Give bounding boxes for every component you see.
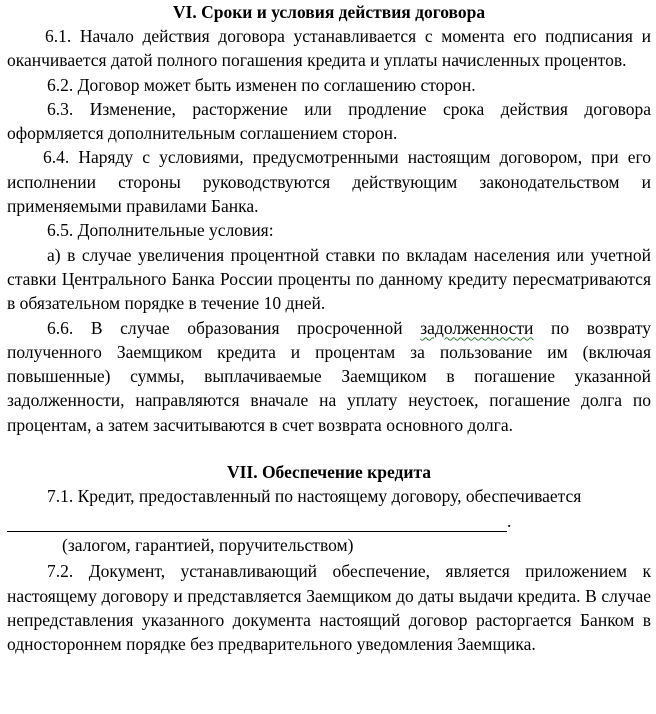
section-6-title: VI. Сроки и условия действия договора bbox=[172, 2, 486, 22]
clause-7-2: 7.2. Документ, устанавливающий обеспечение, является приложением к настоящему договору и представляется Заемщиком до даты выдачи кредита. В случае непредставления указанного документа настоящий договор расторгается Банком в одностороннем порядке без предварительного уведомления Заемщика. bbox=[7, 561, 651, 655]
document-page bbox=[7, 0, 651, 657]
clause-7-1: 7.1. Кредит, предоставленный по настоящему договору, обеспечивается bbox=[47, 486, 582, 507]
spellcheck-word: задолженности bbox=[420, 317, 534, 338]
clause-6-5: 6.5. Дополнительные условия: bbox=[47, 220, 274, 241]
section-7-title: VII. Обеспечение кредита bbox=[226, 462, 432, 483]
blank-end-period: . bbox=[507, 511, 512, 532]
clause-6-6 bbox=[7, 316, 651, 437]
clause-6-4: 6.4. Наряду с условиями, предусмотренными настоящим договором, при его исполнении стороны руководствуются действующим законодательством и применяемыми правилами Банка. bbox=[7, 147, 651, 217]
clause-6-1: 6.1. Начало действия договора устанавливается с момента его подписания и оканчивается датой полного погашения кредита и уплаты начисленных процентов. bbox=[7, 26, 651, 71]
section-spacer bbox=[7, 437, 651, 460]
clause-6-3: 6.3. Изменение, расторжение или продление срока действия договора оформляется дополнительным соглашением сторон. bbox=[7, 98, 651, 144]
clause-6-6-start: 6.6. В случае образования просроченной bbox=[47, 317, 421, 338]
clause-6-6-rest: по возврату полученного Заемщиком кредита и процентам за пользование им (включая повышенные) суммы, выплачиваемые Заемщиком в погашение указанной задолженности, направляются вначале на уплату неустоек, погашение долга по процентам, а затем засчитываются в счет возврата основного долга. bbox=[7, 317, 651, 435]
clause-6-5-a: а) в случае увеличения процентной ставки по вкладам населения или учетной ставки Центрального Банка России проценты по данному кредиту пересматриваются в обязательном порядке в течение 10 дней. bbox=[7, 244, 651, 314]
blank-underline bbox=[7, 513, 507, 532]
fill-in-blank bbox=[7, 508, 651, 532]
blank-caption: (залогом, гарантией, поручительством) bbox=[62, 535, 354, 556]
clause-6-2: 6.2. Договор может быть изменен по соглашению сторон. bbox=[47, 74, 476, 95]
